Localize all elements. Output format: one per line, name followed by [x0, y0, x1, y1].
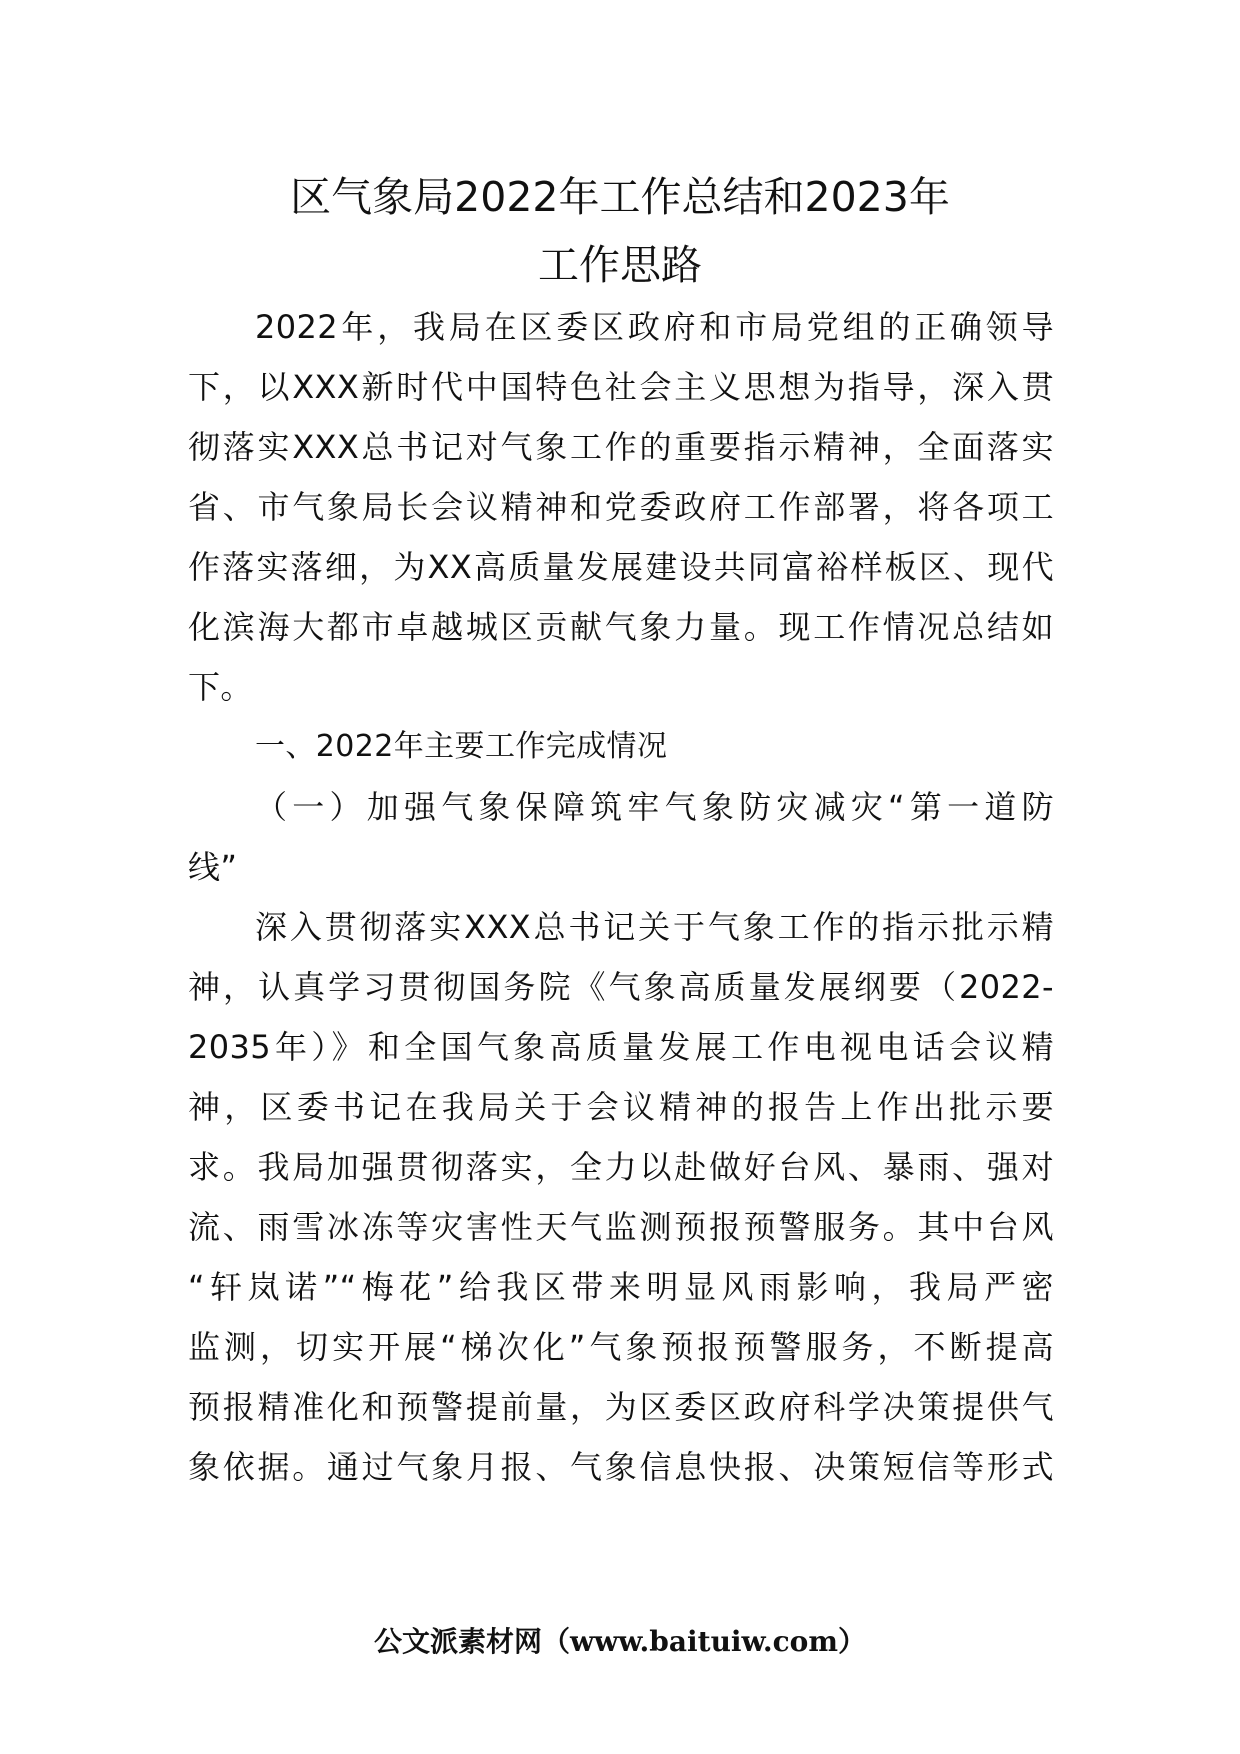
body-line-4: 神，区委书记在我局关于会议精神的报告上作出批示要 — [188, 1088, 1054, 1126]
footer-watermark: 公文派素材网（www.baituiw.com） — [374, 1625, 866, 1658]
body-line-1: 深入贯彻落实XXX总书记关于气象工作的指示批示精 — [255, 908, 1054, 946]
subsection-1-line-2: 线” — [188, 848, 238, 886]
body-line-8: 监测，切实开展“梯次化”气象预报预警服务，不断提高 — [188, 1328, 1054, 1366]
document-title-line-2: 工作思路 — [538, 241, 702, 289]
intro-line-6: 化滨海大都市卓越城区贡献气象力量。现工作情况总结如 — [188, 608, 1054, 646]
subsection-1-line-1: （一）加强气象保障筑牢气象防灾减灾“第一道防 — [255, 788, 1054, 826]
body-line-3: 2035年）》和全国气象高质量发展工作电视电话会议精 — [188, 1028, 1054, 1066]
body-line-5: 求。我局加强贯彻落实，全力以赴做好台风、暴雨、强对 — [188, 1148, 1054, 1186]
document-title-line-1: 区气象局2022年工作总结和2023年 — [290, 173, 950, 221]
section-1-heading: 一、2022年主要工作完成情况 — [255, 729, 668, 764]
body-line-2: 神，认真学习贯彻国务院《气象高质量发展纲要（2022- — [188, 968, 1054, 1006]
intro-line-2: 下，以XXX新时代中国特色社会主义思想为指导，深入贯 — [188, 368, 1054, 406]
intro-line-4: 省、市气象局长会议精神和党委政府工作部署，将各项工 — [188, 488, 1054, 526]
intro-line-7: 下。 — [188, 668, 253, 706]
intro-line-5: 作落实落细，为XX高质量发展建设共同富裕样板区、现代 — [188, 548, 1054, 586]
body-line-10: 象依据。通过气象月报、气象信息快报、决策短信等形式 — [188, 1448, 1054, 1486]
intro-line-3: 彻落实XXX总书记对气象工作的重要指示精神，全面落实 — [188, 428, 1054, 466]
body-line-7: “轩岚诺”“梅花”给我区带来明显风雨影响，我局严密 — [188, 1268, 1054, 1306]
body-line-6: 流、雨雪冰冻等灾害性天气监测预报预警服务。其中台风 — [188, 1208, 1054, 1246]
intro-line-1: 2022年，我局在区委区政府和市局党组的正确领导 — [255, 308, 1054, 346]
body-line-9: 预报精准化和预警提前量，为区委区政府科学决策提供气 — [188, 1388, 1054, 1426]
